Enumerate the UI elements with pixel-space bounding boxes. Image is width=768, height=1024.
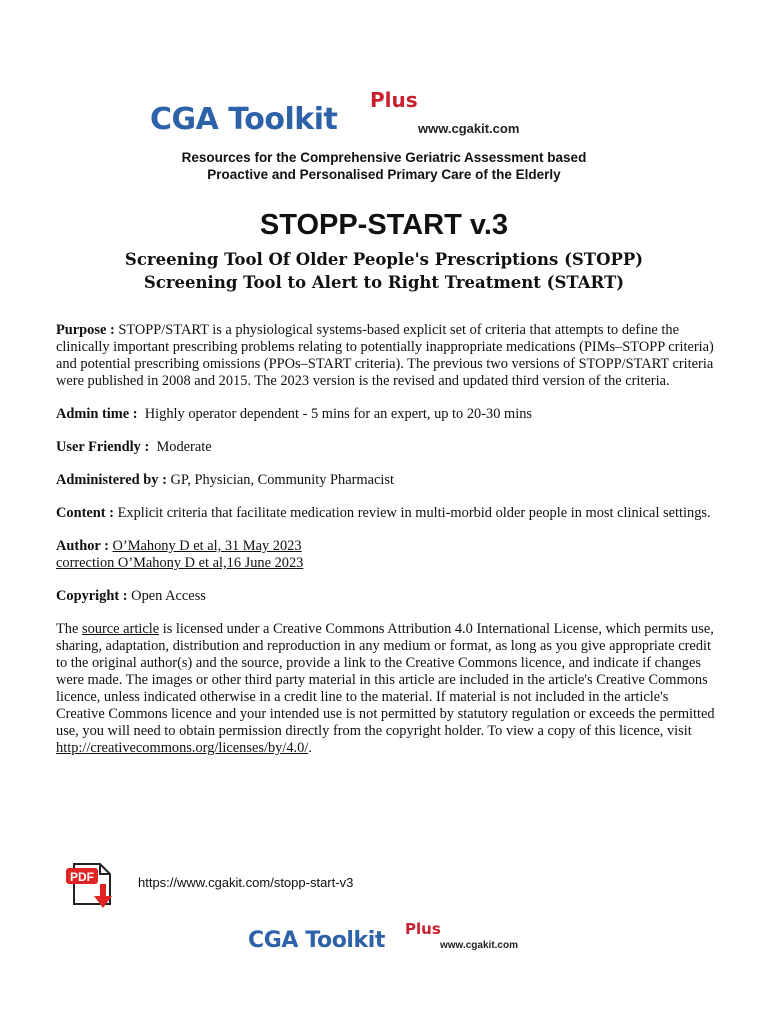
purpose-paragraph bbox=[56, 322, 716, 390]
source-article-link[interactable]: source article bbox=[81, 621, 160, 637]
admin-time-label: Admin time : bbox=[56, 406, 138, 422]
header-logo bbox=[148, 88, 548, 144]
purpose-text: STOPP/START is a physiological systems-based explicit set of criteria that attempts to define the clinically important prescribing problems relating to potentially inappropriate medications (PIMs–STOPP criteria) and potential prescribing omissions (PPOs–START criteria). The previous two versions of STOPP/START criteria were published in 2008 and 2015. The 2023 version is the revised and updated third version of the criteria. bbox=[56, 322, 714, 389]
pdf-download-icon[interactable] bbox=[66, 860, 122, 917]
copyright-label: Copyright : bbox=[56, 588, 128, 604]
copyright-paragraph bbox=[56, 588, 716, 605]
copyright-text: Open Access bbox=[131, 588, 206, 604]
pdf-url-link[interactable]: https://www.cgakit.com/stopp-start-v3 bbox=[138, 875, 354, 890]
administered-by-text: GP, Physician, Community Pharmacist bbox=[170, 472, 394, 488]
content-paragraph bbox=[56, 505, 716, 522]
creative-commons-link[interactable]: http://creativecommons.org/licenses/by/4.0/ bbox=[56, 740, 309, 756]
logo-text: CGA Toolkit bbox=[150, 102, 338, 137]
correction-link[interactable]: correction O’Mahony D et al,16 June 2023 bbox=[56, 555, 304, 571]
user-friendly-text: Moderate bbox=[156, 439, 212, 455]
footer-logo-url: www.cgakit.com bbox=[440, 940, 518, 951]
license-suffix: . bbox=[308, 740, 312, 756]
footer-logo bbox=[248, 920, 548, 964]
admin-time-text: Highly operator dependent - 5 mins for an expert, up to 20-30 mins bbox=[144, 406, 533, 422]
stopp-heading: Screening Tool Of Older People's Prescriptions (STOPP) bbox=[124, 250, 644, 269]
user-friendly-label: User Friendly : bbox=[56, 439, 150, 455]
content-label: Content : bbox=[56, 505, 114, 521]
license-prefix: The bbox=[56, 621, 79, 637]
license-paragraph bbox=[56, 621, 716, 757]
author-label: Author : bbox=[56, 538, 109, 554]
content-text: Explicit criteria that facilitate medication review in multi-morbid older people in most clinical settings. bbox=[117, 505, 711, 521]
author-link[interactable]: O’Mahony D et al, 31 May 2023 bbox=[112, 538, 302, 554]
author-paragraph bbox=[56, 538, 716, 572]
admin-time-paragraph bbox=[56, 406, 716, 423]
subtitle-line-2: Proactive and Personalised Primary Care of the Elderly bbox=[207, 167, 561, 182]
subtitle-line-1: Resources for the Comprehensive Geriatric Assessment based bbox=[181, 150, 587, 165]
start-heading: Screening Tool to Alert to Right Treatment (START) bbox=[143, 273, 625, 292]
user-friendly-paragraph bbox=[56, 439, 716, 456]
administered-by-label: Administered by : bbox=[56, 472, 167, 488]
purpose-label: Purpose : bbox=[56, 322, 115, 338]
footer-logo-plus: Plus bbox=[405, 920, 441, 938]
header-subtitle bbox=[0, 149, 768, 183]
logo-plus: Plus bbox=[370, 88, 418, 112]
page-title: STOPP-START v.3 bbox=[259, 209, 509, 241]
license-body: is licensed under a Creative Commons Attribution 4.0 International License, which permits use, sharing, adaptation, distribution and reproduction in any medium or format, as long as you give appropriate credit to the original author(s) and the source, provide a link to the Creative Commons licence, and indicate if changes were made. The images or other third party material in this article are included in the article's Creative Commons licence, unless indicated otherwise in a credit line to the material. If material is not included in the article's Creative Commons licence and your intended use is not permitted by statutory regulation or exceeds the permitted use, you will need to obtain permission directly from the copyright holder. To view a copy of this licence, visit bbox=[56, 621, 715, 739]
title-subheadings bbox=[0, 248, 768, 294]
document-body bbox=[56, 322, 716, 773]
administered-by-paragraph bbox=[56, 472, 716, 489]
footer-logo-text: CGA Toolkit bbox=[248, 928, 386, 953]
pdf-badge-text: PDF bbox=[70, 870, 94, 884]
logo-url: www.cgakit.com bbox=[418, 121, 520, 136]
